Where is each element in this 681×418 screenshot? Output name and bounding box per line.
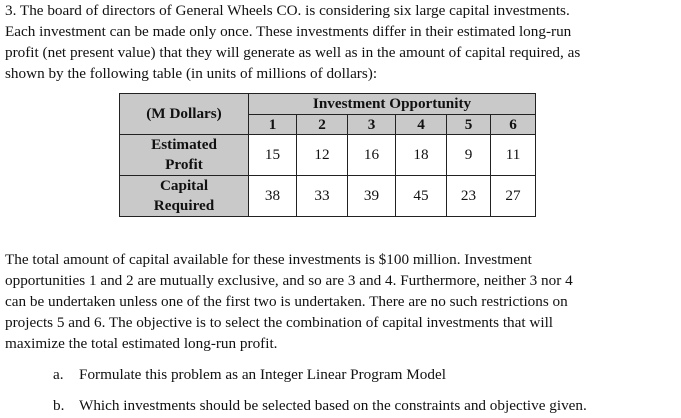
- subquestion-b: [53, 395, 587, 416]
- table-cell: 33: [297, 176, 348, 217]
- subquestion-letter: b.: [53, 397, 65, 414]
- subquestion-letter: a.: [53, 366, 64, 383]
- table-cell: 9: [447, 135, 491, 176]
- table-cell: 38: [249, 176, 297, 217]
- corner-label: (M Dollars): [120, 94, 249, 135]
- investment-table: [119, 93, 536, 217]
- subquestion-a: [53, 364, 446, 385]
- table-cell: 23: [447, 176, 491, 217]
- table-row: [120, 135, 536, 176]
- constraint-line: The total amount of capital available for these investments is $100 million. Investment: [5, 251, 532, 268]
- intro-line: 3. The board of directors of General Wheels CO. is considering six large capital investments.: [5, 2, 570, 19]
- table-cell: 12: [297, 135, 348, 176]
- table-header-row: [120, 94, 536, 115]
- group-header: Investment Opportunity: [249, 94, 536, 115]
- constraint-line: maximize the total estimated long-run profit.: [5, 335, 278, 352]
- table-row: [120, 176, 536, 217]
- table-cell: 11: [491, 135, 536, 176]
- subquestion-text: Formulate this problem as an Integer Linear Program Model: [79, 366, 446, 383]
- table-cell: 16: [348, 135, 396, 176]
- column-header: 5: [447, 115, 491, 135]
- column-header: 2: [297, 115, 348, 135]
- intro-line: Each investment can be made only once. These investments differ in their estimated long-run: [5, 23, 572, 40]
- intro-line: shown by the following table (in units of millions of dollars):: [5, 65, 378, 82]
- row-label-line: Profit: [165, 156, 203, 173]
- table-cell: 15: [249, 135, 297, 176]
- constraint-line: projects 5 and 6. The objective is to select the combination of capital investments that will: [5, 314, 554, 331]
- column-header: 1: [249, 115, 297, 135]
- intro-line: profit (net present value) that they will generate as well as in the amount of capital required, as: [5, 44, 581, 61]
- row-label-line: Estimated: [151, 136, 217, 153]
- table-cell: 39: [348, 176, 396, 217]
- column-header: 3: [348, 115, 396, 135]
- column-header: 6: [491, 115, 536, 135]
- table-cell: 18: [396, 135, 447, 176]
- table-cell: 27: [491, 176, 536, 217]
- problem-constraints: [5, 249, 677, 354]
- constraint-line: can be undertaken unless one of the first two is undertaken. There are no such restrictions on: [5, 293, 568, 310]
- constraint-line: opportunities 1 and 2 are mutually exclusive, and so are 3 and 4. Furthermore, neither 3 nor 4: [5, 272, 573, 289]
- row-label-profit: [120, 135, 249, 176]
- problem-intro: [5, 0, 677, 84]
- column-header: 4: [396, 115, 447, 135]
- row-label-line: Required: [153, 197, 215, 214]
- row-label-capital: [120, 176, 249, 217]
- subquestion-text: Which investments should be selected based on the constraints and objective given.: [79, 397, 587, 414]
- table-cell: 45: [396, 176, 447, 217]
- row-label-line: Capital: [159, 177, 209, 194]
